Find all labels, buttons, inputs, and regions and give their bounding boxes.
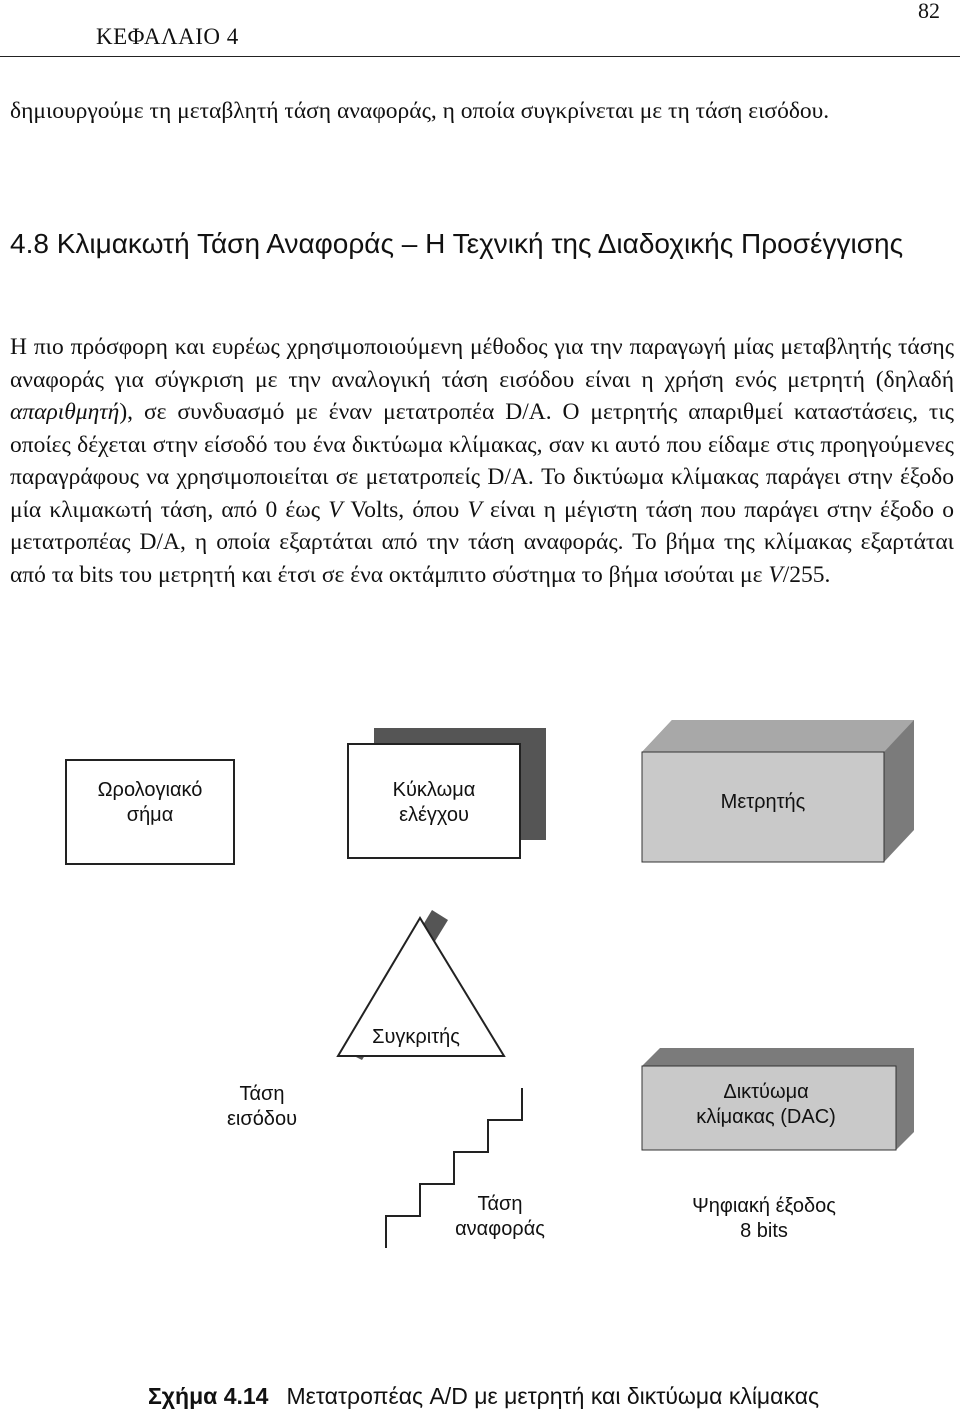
block-diagram bbox=[0, 700, 960, 1300]
intro-paragraph: δημιουργούμε τη μεταβλητή τάση αναφοράς, η οποία συγκρίνεται με τη τάση εισόδου. bbox=[10, 98, 830, 124]
body-text-2: ), σε συνδυασμό με έναν μετατροπέα D/A. Ο μετρητής απαριθμεί καταστάσεις, τις οποίες δέχεται στην είσοδό του ένα δικτύωμα κλίμακας, σαν κι αυτό που είδαμε στις προηγούμενες παραγράφους να χρησιμοποιείται σε μετατροπείς D/A. Το δικτύωμα κλίμακας παράγει στην έξοδο μία κλιμακωτή τάση, από 0 έως bbox=[10, 399, 954, 523]
reference-label-2: αναφοράς bbox=[455, 1218, 545, 1240]
counter-label: Μετρητής bbox=[720, 791, 806, 813]
var-v: V bbox=[768, 561, 783, 588]
dac-label-2: κλίμακας (DAC) bbox=[696, 1106, 836, 1128]
page-header bbox=[0, 0, 960, 60]
counter-box-top bbox=[642, 720, 914, 752]
comparator-label: Συγκριτής bbox=[372, 1026, 460, 1048]
figure-caption bbox=[148, 1383, 819, 1410]
caption-text: Μετατροπέας A/D με μετρητή και δικτύωμα κλίμακας bbox=[286, 1383, 820, 1409]
section-title: Κλιμακωτή Τάση Αναφοράς – Η Τεχνική της Διαδοχικής Προσέγγισης bbox=[56, 228, 904, 259]
page-number: 82 bbox=[918, 0, 940, 23]
body-text-5: /255. bbox=[782, 561, 831, 588]
chapter-label: ΚΕΦΑΛΑΙΟ 4 bbox=[96, 24, 239, 49]
caption-label: Σχήμα 4.14 bbox=[148, 1383, 269, 1409]
diagram-svg bbox=[0, 700, 960, 1300]
section-heading bbox=[10, 226, 960, 261]
input-voltage-label-2: εισόδου bbox=[226, 1108, 298, 1130]
control-box bbox=[348, 744, 520, 858]
var-v: V bbox=[467, 496, 482, 523]
body-paragraph bbox=[10, 331, 954, 591]
var-v: V bbox=[328, 496, 343, 523]
control-label-2: ελέγχου bbox=[399, 804, 469, 826]
body-text-4: είναι η μέγιστη τάση που παράγει στην έξοδο ο μετατροπέας D/A, η οποία εξαρτάται από την τάση αναφοράς. Το βήμα της κλίμακας εξαρτάται από τα bits του μετρητή και έτσι σε ένα οκτάμπιτο σύστημα το βήμα ισούται με bbox=[10, 496, 954, 588]
header-rule bbox=[0, 56, 960, 57]
clock-label-1: Ωρολογιακό bbox=[97, 779, 203, 801]
dac-label-1: Δικτύωμα bbox=[723, 1081, 809, 1103]
italic-term: απαριθμητή bbox=[10, 399, 120, 425]
reference-label-1: Τάση bbox=[477, 1193, 523, 1215]
input-voltage-label-1: Τάση bbox=[239, 1083, 285, 1105]
control-label-1: Κύκλωμα bbox=[392, 779, 476, 801]
body-text-3: Volts, όπου bbox=[342, 496, 468, 523]
body-text-1: Η πιο πρόσφορη και ευρέως χρησιμοποιούμενη μέθοδος για την παραγωγή μίας μεταβλητής τάσης αναφοράς για σύγκριση με την αναλογική τάση εισόδου είναι η χρήση ενός μετρητή (δηλαδή bbox=[10, 334, 954, 393]
section-number: 4.8 bbox=[10, 228, 49, 259]
digital-output-label-2: 8 bits bbox=[740, 1220, 788, 1242]
digital-output-label-1: Ψηφιακή έξοδος bbox=[692, 1195, 836, 1217]
clock-label-2: σήμα bbox=[126, 804, 174, 826]
